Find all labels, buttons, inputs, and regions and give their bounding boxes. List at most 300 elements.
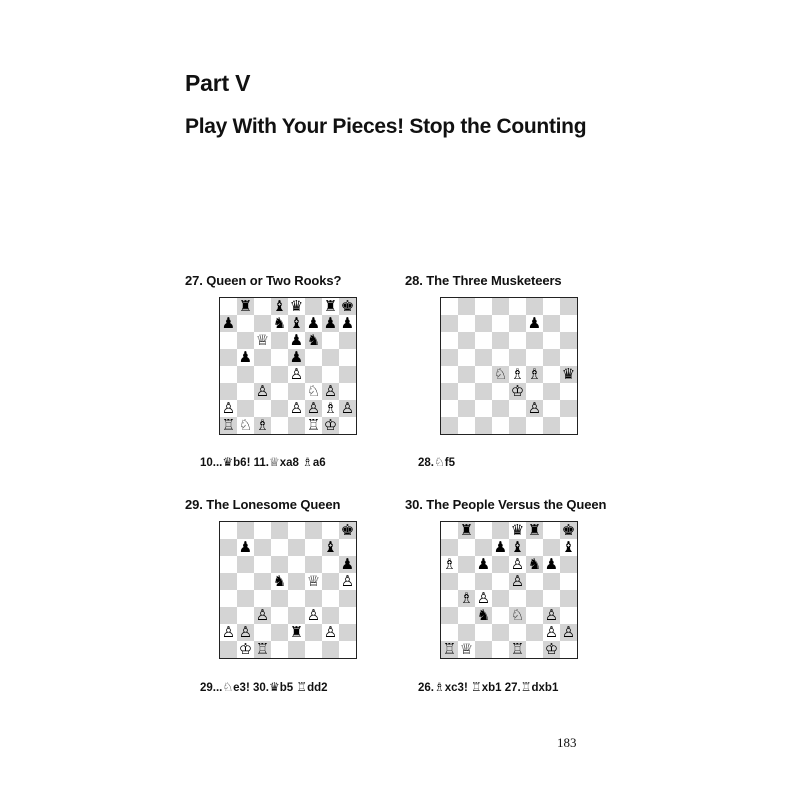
board-square xyxy=(220,417,237,434)
white-pawn-icon: ♙ xyxy=(221,399,236,417)
board-square xyxy=(526,417,543,434)
board-square xyxy=(543,298,560,315)
board-square xyxy=(254,315,271,332)
caption-text: e3! 30. xyxy=(233,682,269,694)
board-square xyxy=(339,641,356,658)
board-square xyxy=(220,607,237,624)
board-square xyxy=(271,332,288,349)
black-knight-icon: ♞ xyxy=(272,314,287,332)
board-square xyxy=(458,607,475,624)
board-square xyxy=(305,624,322,641)
board-square xyxy=(288,624,305,641)
black-pawn-icon: ♟ xyxy=(238,348,253,366)
board-square xyxy=(441,298,458,315)
board-square xyxy=(441,641,458,658)
board-square xyxy=(271,417,288,434)
board-square xyxy=(305,556,322,573)
board-square xyxy=(526,315,543,332)
white-pawn-icon: ♙ xyxy=(544,623,559,641)
board-square xyxy=(526,590,543,607)
board-square xyxy=(560,590,577,607)
board-square xyxy=(475,522,492,539)
board-square xyxy=(271,383,288,400)
board-square xyxy=(543,573,560,590)
board-square xyxy=(526,332,543,349)
board-square xyxy=(543,383,560,400)
black-pawn-icon: ♟ xyxy=(238,538,253,556)
board-square xyxy=(458,383,475,400)
board-square xyxy=(288,417,305,434)
page-number: 183 xyxy=(557,735,577,750)
diagram-title-28: 28. The Three Musketeers xyxy=(405,273,562,288)
black-pawn-icon: ♟ xyxy=(340,314,355,332)
board-square xyxy=(526,539,543,556)
board-square xyxy=(305,383,322,400)
board-square xyxy=(458,641,475,658)
board-square xyxy=(543,332,560,349)
board-square xyxy=(475,607,492,624)
board-square xyxy=(441,400,458,417)
black-pawn-icon: ♟ xyxy=(340,555,355,573)
board-square xyxy=(441,522,458,539)
board-square xyxy=(492,366,509,383)
white-rook-icon: ♖ xyxy=(306,416,321,434)
black-rook-icon: ♜ xyxy=(289,623,304,641)
board-square xyxy=(254,624,271,641)
board-square xyxy=(220,624,237,641)
board-square xyxy=(441,590,458,607)
board-square xyxy=(322,400,339,417)
board-square xyxy=(560,349,577,366)
board-square xyxy=(271,641,288,658)
board-square xyxy=(492,556,509,573)
board-square xyxy=(237,417,254,434)
board-square xyxy=(322,624,339,641)
board-square xyxy=(237,332,254,349)
board-square xyxy=(441,573,458,590)
board-square xyxy=(492,417,509,434)
board-square xyxy=(509,607,526,624)
black-queen-icon: ♛ xyxy=(561,365,576,383)
board-square xyxy=(254,298,271,315)
board-square xyxy=(475,383,492,400)
board-square xyxy=(441,607,458,624)
white-king-icon: ♔ xyxy=(544,640,559,658)
board-square xyxy=(475,624,492,641)
board-square xyxy=(509,332,526,349)
board-square xyxy=(271,590,288,607)
board-square xyxy=(509,349,526,366)
black-bishop-icon: ♝ xyxy=(323,538,338,556)
board-square xyxy=(560,573,577,590)
board-square xyxy=(526,556,543,573)
board-square xyxy=(339,400,356,417)
diagram-caption-28 xyxy=(418,455,455,469)
board-square xyxy=(254,332,271,349)
caption-text: dxb1 xyxy=(531,682,559,694)
diagram-caption-29 xyxy=(200,680,328,694)
board-square xyxy=(458,417,475,434)
black-pawn-icon: ♟ xyxy=(527,314,542,332)
board-square xyxy=(254,539,271,556)
board-square xyxy=(288,590,305,607)
white-rook-icon: ♖ xyxy=(296,680,308,694)
black-king-icon: ♚ xyxy=(561,521,576,539)
board-square xyxy=(220,556,237,573)
board-square xyxy=(339,624,356,641)
board-square xyxy=(254,556,271,573)
board-square xyxy=(220,298,237,315)
board-square xyxy=(271,315,288,332)
caption-text: xa8 xyxy=(279,457,303,469)
board-square xyxy=(220,573,237,590)
board-square xyxy=(254,590,271,607)
board-square xyxy=(492,607,509,624)
board-square xyxy=(526,641,543,658)
white-pawn-icon: ♙ xyxy=(255,382,270,400)
board-square xyxy=(458,590,475,607)
board-square xyxy=(237,641,254,658)
black-pawn-icon: ♟ xyxy=(544,555,559,573)
board-square xyxy=(441,539,458,556)
board-square xyxy=(220,522,237,539)
board-square xyxy=(288,556,305,573)
board-square xyxy=(271,624,288,641)
board-square xyxy=(271,400,288,417)
board-square xyxy=(305,298,322,315)
black-queen-icon: ♛ xyxy=(510,521,525,539)
board-square xyxy=(492,539,509,556)
board-square xyxy=(322,522,339,539)
white-pawn-icon: ♙ xyxy=(340,572,355,590)
board-square xyxy=(339,539,356,556)
white-bishop-icon: ♗ xyxy=(434,680,445,694)
black-knight-icon: ♞ xyxy=(476,606,491,624)
board-square xyxy=(475,366,492,383)
board-square xyxy=(271,522,288,539)
board-square xyxy=(441,383,458,400)
board-square xyxy=(509,400,526,417)
board-square xyxy=(322,641,339,658)
board-square xyxy=(220,383,237,400)
board-square xyxy=(560,332,577,349)
board-square xyxy=(288,607,305,624)
board-square xyxy=(509,366,526,383)
board-square xyxy=(322,556,339,573)
board-square xyxy=(475,590,492,607)
board-square xyxy=(288,298,305,315)
board-square xyxy=(458,298,475,315)
board-square xyxy=(560,298,577,315)
board-square xyxy=(288,349,305,366)
board-square xyxy=(339,298,356,315)
board-square xyxy=(288,315,305,332)
board-square xyxy=(322,417,339,434)
caption-text: a6 xyxy=(312,457,326,469)
board-square xyxy=(220,641,237,658)
board-square xyxy=(441,556,458,573)
chess-board-30 xyxy=(440,521,578,659)
board-square xyxy=(560,315,577,332)
diagram-title-29: 29. The Lonesome Queen xyxy=(185,497,341,512)
board-square xyxy=(339,573,356,590)
white-rook-icon: ♖ xyxy=(510,640,525,658)
diagram-caption-30 xyxy=(418,680,558,694)
white-king-icon: ♔ xyxy=(323,416,338,434)
white-bishop-icon: ♗ xyxy=(255,416,270,434)
caption-text: dd2 xyxy=(307,682,328,694)
board-square xyxy=(492,383,509,400)
white-pawn-icon: ♙ xyxy=(544,606,559,624)
white-queen-icon: ♕ xyxy=(459,640,474,658)
board-square xyxy=(560,417,577,434)
board-square xyxy=(322,332,339,349)
board-square xyxy=(237,366,254,383)
board-square xyxy=(220,315,237,332)
board-square xyxy=(543,539,560,556)
board-square xyxy=(475,332,492,349)
board-square xyxy=(458,522,475,539)
board-square xyxy=(509,573,526,590)
board-square xyxy=(543,349,560,366)
chapter-title: Play With Your Pieces! Stop the Counting xyxy=(185,115,587,138)
board-square xyxy=(509,522,526,539)
board-square xyxy=(492,349,509,366)
black-king-icon: ♚ xyxy=(340,521,355,539)
white-king-icon: ♔ xyxy=(510,382,525,400)
white-bishop-icon: ♗ xyxy=(527,365,542,383)
board-square xyxy=(543,624,560,641)
black-bishop-icon: ♝ xyxy=(289,314,304,332)
board-square xyxy=(237,556,254,573)
part-heading: Part V xyxy=(185,70,251,96)
board-square xyxy=(458,400,475,417)
board-square xyxy=(560,400,577,417)
board-square xyxy=(271,607,288,624)
white-pawn-icon: ♙ xyxy=(221,623,236,641)
board-square xyxy=(305,417,322,434)
white-bishop-icon: ♗ xyxy=(302,455,313,469)
board-square xyxy=(254,417,271,434)
board-square xyxy=(237,624,254,641)
board-square xyxy=(492,641,509,658)
board-square xyxy=(458,315,475,332)
board-square xyxy=(543,590,560,607)
black-rook-icon: ♜ xyxy=(238,297,253,315)
board-square xyxy=(509,298,526,315)
white-pawn-icon: ♙ xyxy=(527,399,542,417)
black-pawn-icon: ♟ xyxy=(306,314,321,332)
board-square xyxy=(543,315,560,332)
board-square xyxy=(492,315,509,332)
board-square xyxy=(492,590,509,607)
board-square xyxy=(475,641,492,658)
board-square xyxy=(526,573,543,590)
board-square xyxy=(237,590,254,607)
board-square xyxy=(271,539,288,556)
board-square xyxy=(322,383,339,400)
board-square xyxy=(441,624,458,641)
white-knight-icon: ♘ xyxy=(306,382,321,400)
board-square xyxy=(543,556,560,573)
board-square xyxy=(254,400,271,417)
board-square xyxy=(305,539,322,556)
board-square xyxy=(288,641,305,658)
board-square xyxy=(509,417,526,434)
board-square xyxy=(220,539,237,556)
board-square xyxy=(560,366,577,383)
board-square xyxy=(305,349,322,366)
board-square xyxy=(492,624,509,641)
board-square xyxy=(509,590,526,607)
white-pawn-icon: ♙ xyxy=(289,365,304,383)
board-square xyxy=(339,607,356,624)
board-square xyxy=(339,383,356,400)
board-square xyxy=(560,539,577,556)
board-square xyxy=(526,366,543,383)
board-square xyxy=(441,417,458,434)
caption-text: b6! 11. xyxy=(233,457,269,469)
white-pawn-icon: ♙ xyxy=(238,623,253,641)
board-square xyxy=(305,315,322,332)
white-knight-icon: ♘ xyxy=(493,365,508,383)
board-square xyxy=(237,607,254,624)
board-square xyxy=(441,315,458,332)
board-square xyxy=(305,590,322,607)
board-square xyxy=(339,349,356,366)
white-rook-icon: ♖ xyxy=(221,416,236,434)
black-rook-icon: ♜ xyxy=(527,521,542,539)
board-square xyxy=(305,641,322,658)
board-square xyxy=(543,607,560,624)
board-square xyxy=(509,315,526,332)
board-square xyxy=(509,624,526,641)
board-square xyxy=(288,522,305,539)
board-square xyxy=(254,349,271,366)
white-king-icon: ♔ xyxy=(238,640,253,658)
board-square xyxy=(220,366,237,383)
white-pawn-icon: ♙ xyxy=(510,572,525,590)
board-square xyxy=(254,607,271,624)
board-square xyxy=(526,349,543,366)
board-square xyxy=(543,522,560,539)
board-square xyxy=(458,366,475,383)
board-square xyxy=(288,573,305,590)
board-square xyxy=(526,607,543,624)
diagram-caption-27 xyxy=(200,455,326,469)
board-square xyxy=(339,315,356,332)
white-pawn-icon: ♙ xyxy=(323,623,338,641)
black-pawn-icon: ♟ xyxy=(323,314,338,332)
board-square xyxy=(526,522,543,539)
board-square xyxy=(492,298,509,315)
white-pawn-icon: ♙ xyxy=(323,382,338,400)
board-square xyxy=(441,366,458,383)
black-bishop-icon: ♝ xyxy=(561,538,576,556)
board-square xyxy=(237,315,254,332)
caption-text: 28. xyxy=(418,457,434,469)
board-square xyxy=(237,383,254,400)
white-bishop-icon: ♗ xyxy=(323,399,338,417)
board-square xyxy=(220,332,237,349)
board-square xyxy=(492,400,509,417)
board-square xyxy=(305,573,322,590)
caption-text: 10... xyxy=(200,457,223,469)
board-square xyxy=(560,383,577,400)
black-rook-icon: ♜ xyxy=(459,521,474,539)
board-square xyxy=(458,624,475,641)
board-square xyxy=(543,400,560,417)
black-knight-icon: ♞ xyxy=(272,572,287,590)
board-square xyxy=(339,590,356,607)
board-square xyxy=(509,641,526,658)
board-square xyxy=(475,349,492,366)
board-square xyxy=(322,590,339,607)
board-square xyxy=(458,539,475,556)
board-square xyxy=(339,522,356,539)
black-bishop-icon: ♝ xyxy=(272,297,287,315)
board-square xyxy=(475,556,492,573)
white-pawn-icon: ♙ xyxy=(510,555,525,573)
board-square xyxy=(509,383,526,400)
board-square xyxy=(492,332,509,349)
black-king-icon: ♚ xyxy=(340,297,355,315)
chess-board-29 xyxy=(219,521,357,659)
diagram-title-30: 30. The People Versus the Queen xyxy=(405,497,607,512)
board-square xyxy=(458,349,475,366)
board-square xyxy=(254,573,271,590)
board-square xyxy=(237,349,254,366)
black-pawn-icon: ♟ xyxy=(221,314,236,332)
caption-text: 26. xyxy=(418,682,434,694)
board-square xyxy=(322,607,339,624)
board-square xyxy=(543,417,560,434)
board-square xyxy=(254,366,271,383)
board-square xyxy=(254,383,271,400)
white-rook-icon: ♖ xyxy=(470,680,482,694)
board-square xyxy=(237,539,254,556)
board-square xyxy=(560,607,577,624)
white-queen-icon: ♕ xyxy=(255,331,270,349)
board-square xyxy=(560,641,577,658)
board-square xyxy=(441,349,458,366)
board-square xyxy=(458,556,475,573)
board-square xyxy=(475,417,492,434)
board-square xyxy=(475,315,492,332)
black-rook-icon: ♜ xyxy=(323,297,338,315)
diagram-title-27: 27. Queen or Two Rooks? xyxy=(185,273,342,288)
white-knight-icon: ♘ xyxy=(510,606,525,624)
white-pawn-icon: ♙ xyxy=(306,606,321,624)
board-square xyxy=(475,400,492,417)
caption-text: xc3! xyxy=(444,682,471,694)
white-rook-icon: ♖ xyxy=(255,640,270,658)
board-square xyxy=(305,366,322,383)
caption-text: xb1 27. xyxy=(481,682,521,694)
board-square xyxy=(254,641,271,658)
white-queen-icon: ♕ xyxy=(268,455,280,469)
board-square xyxy=(441,332,458,349)
caption-text: f5 xyxy=(444,457,455,469)
black-pawn-icon: ♟ xyxy=(289,331,304,349)
board-square xyxy=(475,539,492,556)
board-square xyxy=(254,522,271,539)
board-square xyxy=(322,315,339,332)
board-square xyxy=(305,607,322,624)
chess-board-28 xyxy=(440,297,578,435)
white-pawn-icon: ♙ xyxy=(255,606,270,624)
board-square xyxy=(288,366,305,383)
